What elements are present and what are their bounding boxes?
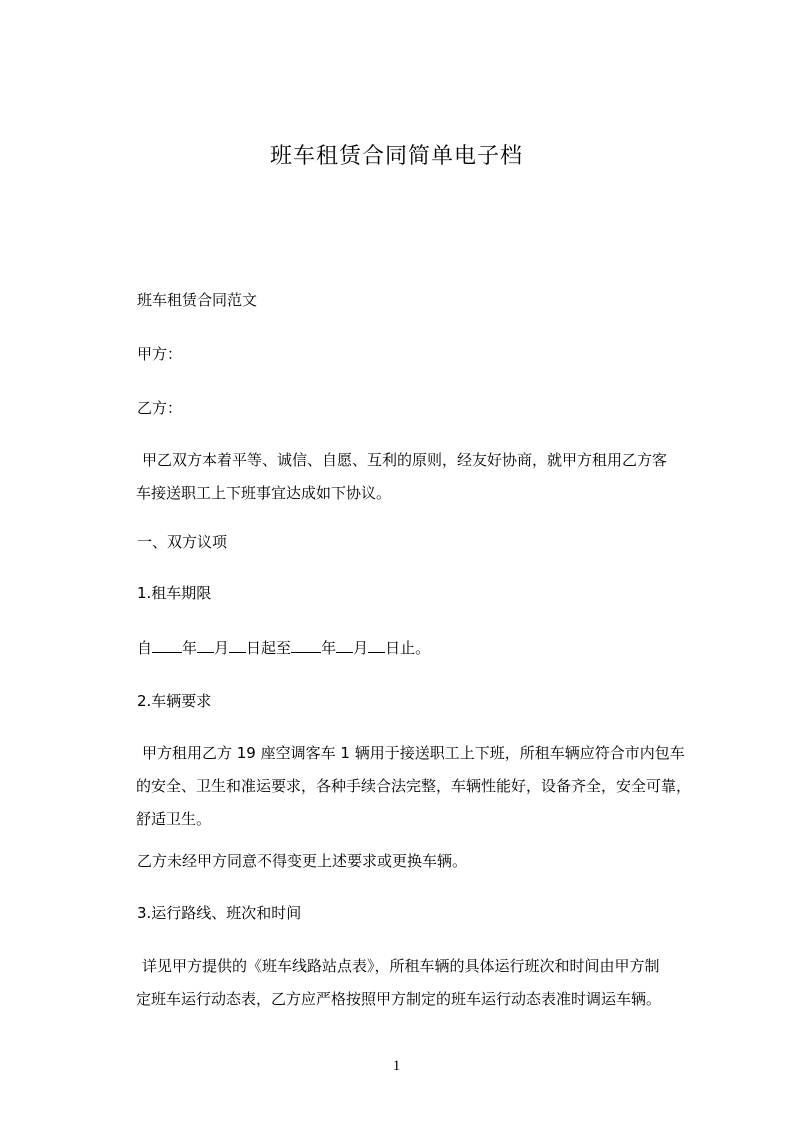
blank-end-day xyxy=(368,638,385,653)
route-line-1: 详见甲方提供的《班车线路站点表》，所租车辆的具体运行班次和时间由甲方制 xyxy=(142,957,660,975)
rental-period-text: 自 年 月 日起至 年 月 日止。 xyxy=(137,639,431,657)
vehicle-line-2: 的安全、卫生和准运要求，各种手续合法完整，车辆性能好，设备齐全，安全可靠， xyxy=(136,777,692,795)
party-a-label: 甲方： xyxy=(137,345,183,363)
vehicle-change-clause: 乙方未经甲方同意不得变更上述要求或更换车辆。 xyxy=(137,852,468,870)
blank-start-year xyxy=(152,638,182,653)
route-line-2: 定班车运行动态表，乙方应严格按照甲方制定的班车运行动态表准时调运车辆。 xyxy=(136,990,662,1008)
route-schedule-paragraph xyxy=(136,950,716,1016)
vehicle-line-1: 甲方租用乙方 19 座空调客车 1 辆用于接送职工上下班，所租车辆应符合市内包车 xyxy=(142,744,685,762)
intro-line-2: 车接送职工上下班事宜达成如下协议。 xyxy=(136,484,392,502)
blank-start-month xyxy=(197,638,214,653)
intro-line-1: 甲乙双方本着平等、诚信、自愿、互利的原则，经友好协商，就甲方租用乙方客 xyxy=(142,451,668,469)
blank-end-month xyxy=(336,638,353,653)
vehicle-requirements-paragraph xyxy=(136,737,716,836)
item-heading-vehicle-requirements: 2.车辆要求 xyxy=(137,692,212,710)
document-title: 班车租赁合同简单电子档 xyxy=(269,144,523,169)
blank-end-year xyxy=(291,638,321,653)
blank-start-day xyxy=(229,638,246,653)
party-b-label: 乙方： xyxy=(137,399,183,417)
document-subtitle: 班车租赁合同范文 xyxy=(137,291,258,309)
page-number: 1 xyxy=(392,1058,401,1074)
section-heading-parties: 一、双方议项 xyxy=(137,533,228,551)
item-heading-route-schedule: 3.运行路线、班次和时间 xyxy=(137,904,302,922)
vehicle-line-3: 舒适卫生。 xyxy=(136,810,212,828)
intro-paragraph xyxy=(136,444,716,510)
item-heading-rental-period: 1.租车期限 xyxy=(137,584,212,602)
